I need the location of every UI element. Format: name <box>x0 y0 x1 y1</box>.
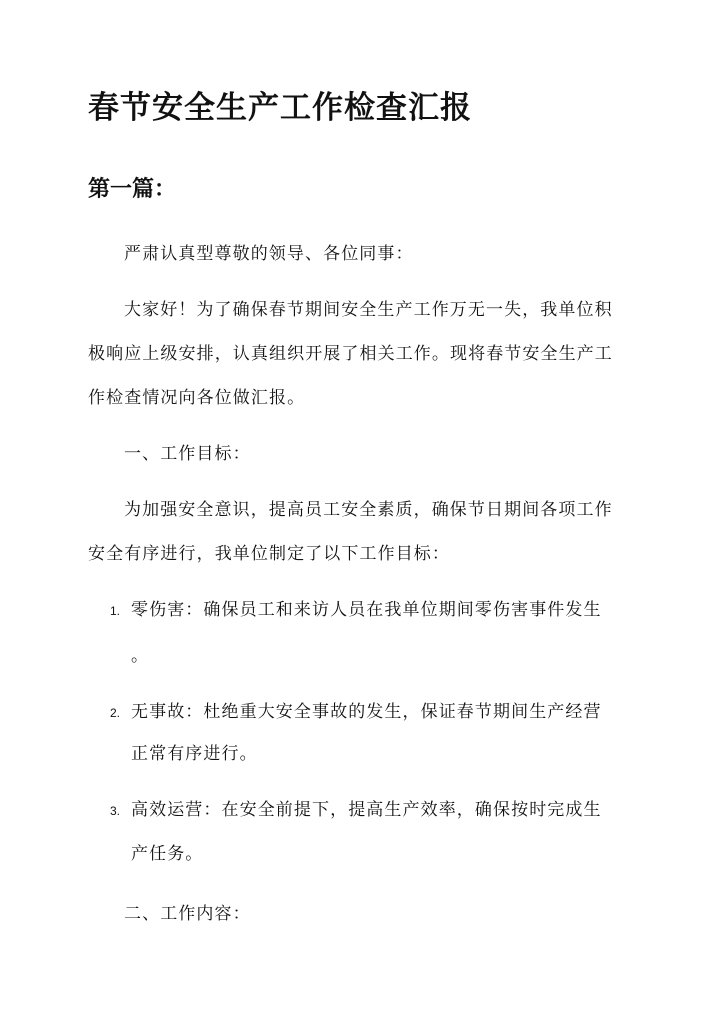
list-item-line: 产任务。 <box>131 844 204 864</box>
goals-intro-line-1: 为加强安全意识，提高员工安全素质，确保节日期间各项工作 <box>124 500 613 520</box>
document-title: 春节安全生产工作检查汇报 <box>88 90 472 126</box>
list-item-line: 高效运营：在安全前提下，提高生产效率，确保按时完成生 <box>131 800 602 820</box>
salutation: 严肃认真型尊敬的领导、各位同事： <box>124 244 414 264</box>
list-item-line: 无事故：杜绝重大安全事故的发生，保证春节期间生产经营 <box>131 702 602 722</box>
intro-line-1: 大家好！为了确保春节期间安全生产工作万无一失，我单位积 <box>124 300 613 320</box>
intro-line-3: 作检查情况向各位做汇报。 <box>88 388 306 408</box>
list-item-line: 正常有序进行。 <box>131 744 258 764</box>
goals-intro-line-2: 安全有序进行，我单位制定了以下工作目标： <box>88 544 450 564</box>
list-item-number: 3. <box>110 804 121 818</box>
heading-work-goals: 一、工作目标： <box>124 444 251 464</box>
section-heading: 第一篇： <box>88 176 177 202</box>
list-item-number: 1. <box>110 604 121 618</box>
list-item-line: 零伤害：确保员工和来访人员在我单位期间零伤害事件发生 <box>131 600 602 620</box>
list-item-number: 2. <box>110 706 121 720</box>
heading-work-content: 二、工作内容： <box>124 904 251 924</box>
list-item-line: 。 <box>131 646 150 666</box>
intro-line-2: 极响应上级安排，认真组织开展了相关工作。现将春节安全生产工 <box>88 344 613 364</box>
